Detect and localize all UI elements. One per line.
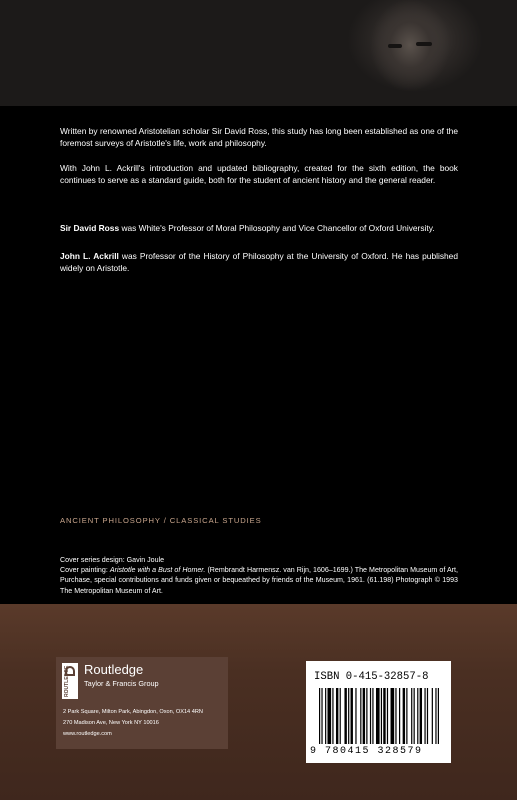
barcode-bar [363,688,365,744]
barcode-bar [332,688,333,744]
barcode-bar [406,688,407,744]
description-paragraph-1: Written by renowned Aristotelian scholar Sir David Ross, this study has long been established as one of the foremost surveys of Aristotle's life, work and philosophy. [60,126,458,149]
barcode-bar [411,688,412,744]
publisher-name: Routledge [84,662,144,677]
barcode-bar [438,688,439,744]
barcode-bar [351,688,353,744]
barcode-bar [372,688,373,744]
publisher-address-uk: 2 Park Square, Milton Park, Abingdon, Oxon, OX14 4RN [63,709,203,715]
routledge-logo-icon [62,663,78,699]
painting-shadow [416,42,432,46]
barcode-bar [420,688,422,744]
barcode-bar [336,688,338,744]
barcode-icon [319,688,439,744]
painting-credit-prefix: Cover painting: [60,566,110,575]
barcode-bar [432,688,433,744]
barcode-bar [383,688,385,744]
barcode-bar [360,688,361,744]
barcode-bar [376,688,380,744]
painting-credit-details: (Rembrandt Harmensz. van Rijn, 1606–1699.) The Metropolitan Museum of Art, Purchase, special contributions and funds given or bequeathed by friends of the Museum, 1961. (61.198) Photograph © 1993 The Metropolitan Museum of Art. [60,566,458,595]
publisher-address-us: 270 Madison Ave, New York NY 10016 [63,720,159,726]
barcode-bar [395,688,396,744]
logo-vertical-text: ROUTLEDGE [64,665,70,697]
painting-title: Aristotle with a Bust of Homer. [109,566,206,575]
barcode-bar [366,688,367,744]
author-bio-ackrill [60,250,458,274]
barcode-bar [344,688,346,744]
subject-category: ANCIENT PHILOSOPHY / CLASSICAL STUDIES [60,516,262,525]
barcode-bar [355,688,356,744]
barcode-number: 9 780415 328579 [310,746,423,757]
cover-painting-strip [0,0,517,106]
cover-credits [60,555,458,596]
author-name: Sir David Ross [60,223,120,233]
series-design-credit: Cover series design: Gavin Joule [60,556,165,564]
author-name: John L. Ackrill [60,251,119,261]
isbn-barcode [306,661,451,763]
barcode-bar [319,688,320,744]
author-bio: was Professor of the History of Philosophy at the University of Oxford. He has published widely on Aristotle. [60,251,458,274]
publisher-website: www.routledge.com [63,731,112,737]
barcode-bar [340,688,341,744]
barcode-bar [348,688,349,744]
painting-detail [355,0,465,100]
barcode-bar [399,688,400,744]
author-bio: was White's Professor of Moral Philosophy and Vice Chancellor of Oxford University. [119,223,435,233]
barcode-bar [391,688,395,744]
barcode-bar [321,688,322,744]
barcode-bar [370,688,371,744]
barcode-bar [417,688,418,744]
barcode-bar [325,688,326,744]
barcode-bar [424,688,425,744]
publisher-block [56,657,228,749]
description-paragraph-2: With John L. Ackrill's introduction and updated bibliography, created for the sixth edition, the book continues to serve as a standard guide, both for the student of ancient history and the general reader. [60,163,458,186]
isbn-label: ISBN 0-415-32857-8 [314,671,429,683]
barcode-bar [381,688,382,744]
barcode-bar [435,688,436,744]
barcode-bar [414,688,415,744]
barcode-bar [427,688,428,744]
author-bio-ross [60,222,458,234]
barcode-bar [403,688,405,744]
publisher-group: Taylor & Francis Group [84,679,159,688]
barcode-bar [327,688,331,744]
painting-shadow [388,44,402,48]
barcode-bar [387,688,388,744]
